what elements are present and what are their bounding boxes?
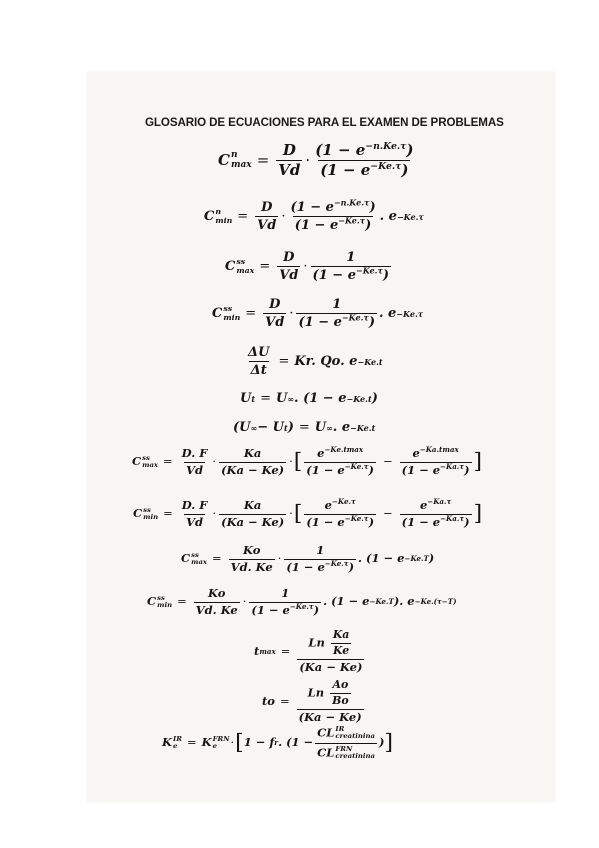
equation-cmax-ss-ka: C ss max = $\frac{D. F}{Vd}$ · $\frac{Ka}{(Ka - Ke)}$ · [ $\frac{e^{-Ke.tmax}}{(1 - e^{-Ke.\tau})}$ − $\frac{e^{-Ka.tmax}}{(1 - e^{-Ka.\tau})}$ ] <box>132 445 483 477</box>
equation-cmin-ss-ko: C ss min = $\frac{Ko}{Vd. Ke}$ · $\frac{1}{(1 - e^{-Ke.\tau})}$ . (1 − e −Ke.T ). e −Ke.(τ−T) <box>147 586 457 617</box>
equation-cmax-ss-ko: C ss max = $\frac{Ko}{Vd. Ke}$ · $\frac{1}{(1 - e^{-Ke.\tau})}$ . (1 − e −Ke.T ) <box>181 543 435 574</box>
equation-delta-u: $\frac{\Delta U}{\Delta t}$ = Kr. Qo. e −Ke.t <box>248 345 383 378</box>
equation-cmax-n: C n max = $\frac{D}{Vd}$ · $\frac{(1 - e^{-n.Ke.\tau})}{(1 - e^{-Ke.\tau})}$ <box>218 141 414 179</box>
equation-to: to = Ln $\frac{Ao}{Bo}$ (Ka − Ke) <box>262 678 362 724</box>
equation-cmin-ss-ka: C ss min = $\frac{D. F}{Vd}$ · $\frac{Ka}{(Ka - Ke)}$ · [ $\frac{e^{-Ke.\tau}}{(1 - e^{-Ke.\tau})}$ − $\frac{e^{-Ka.\tau}}{(1 - e^{-Ka.\tau})}$ ] <box>133 497 483 529</box>
equation-u-t: U t = U ∞ . (1 − e −Ke.t ) <box>240 391 378 406</box>
document-title: GLOSARIO DE ECUACIONES PARA EL EXAMEN DE PROBLEMAS <box>145 116 504 129</box>
equation-cmax-ss: C ss max = $\frac{D}{Vd}$ · $\frac{1}{(1 - e^{-Ke.\tau})}$ <box>225 250 390 283</box>
equation-ke-ir: K IR e = K FRN e · [ 1 − f r . (1 − CL IR creatinina CL FRN creatinina ) ] <box>162 725 393 760</box>
equation-cmin-ss: C ss min = $\frac{D}{Vd}$ · $\frac{1}{(1 - e^{-Ke.\tau})}$ . e −Ke.τ <box>212 297 424 330</box>
equation-cmin-n: C n min = $\frac{D}{Vd}$ · $\frac{(1 - e^{-n.Ke.\tau})}{(1 - e^{-Ke.\tau})}$ . e −Ke.τ <box>204 197 424 233</box>
equation-u-diff: (U ∞ − U t ) = U ∞ . e −Ke.t <box>233 420 376 435</box>
equation-tmax: t max = Ln $\frac{Ka}{Ke}$ (Ka − Ke) <box>254 628 363 674</box>
